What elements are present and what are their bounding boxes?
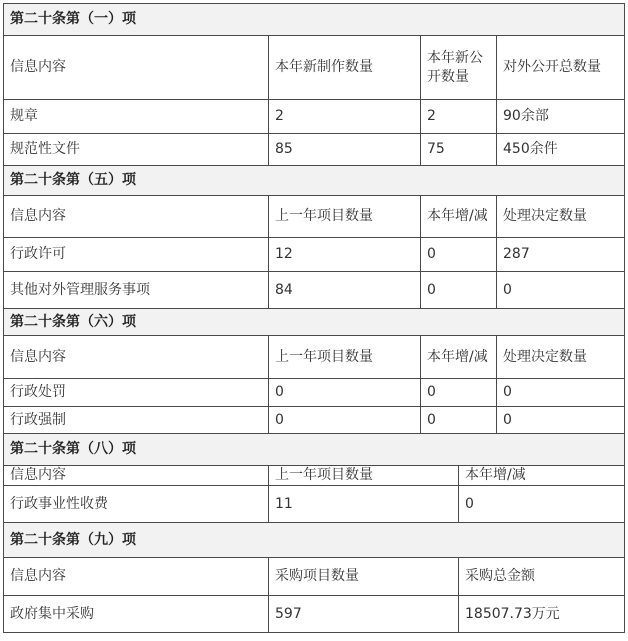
header-cell: 信息内容	[4, 558, 269, 596]
header-cell: 本年新公开数量	[421, 36, 497, 100]
table-cell: 行政处罚	[4, 379, 269, 407]
header-cell: 上一年项目数量	[269, 466, 459, 486]
section-title: 第二十条第（五）项	[4, 166, 625, 196]
table-cell: 2	[269, 100, 421, 134]
header-cell: 采购总金额	[459, 558, 625, 596]
table-cell: 行政许可	[4, 238, 269, 272]
section-title: 第二十条第（六）项	[4, 309, 625, 336]
table-cell: 0	[421, 379, 497, 407]
table-cell: 0	[497, 272, 625, 309]
table-cell: 0	[459, 486, 625, 523]
header-cell: 上一年项目数量	[269, 336, 421, 379]
table-cell: 85	[269, 134, 421, 166]
table-cell: 政府集中采购	[4, 596, 269, 633]
header-cell: 对外公开总数量	[497, 36, 625, 100]
table-cell: 0	[421, 272, 497, 309]
table-cell: 11	[269, 486, 459, 523]
table-cell: 0	[269, 379, 421, 407]
header-cell: 本年增/减	[459, 466, 625, 486]
table-cell: 其他对外管理服务事项	[4, 272, 269, 309]
header-cell: 处理决定数量	[497, 196, 625, 238]
header-cell: 信息内容	[4, 196, 269, 238]
table-cell: 597	[269, 596, 459, 633]
table-cell: 规章	[4, 100, 269, 134]
section-title: 第二十条第（九）项	[4, 523, 625, 558]
header-cell: 信息内容	[4, 466, 269, 486]
table-cell: 90余部	[497, 100, 625, 134]
section-title: 第二十条第（八）项	[4, 434, 625, 466]
table-cell: 0	[421, 238, 497, 272]
header-cell: 本年新制作数量	[269, 36, 421, 100]
table-cell: 0	[421, 407, 497, 434]
table-cell: 75	[421, 134, 497, 166]
table-cell: 287	[497, 238, 625, 272]
table-cell: 0	[497, 379, 625, 407]
table-cell: 18507.73万元	[459, 596, 625, 633]
header-cell: 本年增/减	[421, 196, 497, 238]
header-cell: 处理决定数量	[497, 336, 625, 379]
header-cell: 信息内容	[4, 36, 269, 100]
header-cell: 上一年项目数量	[269, 196, 421, 238]
table-cell: 0	[497, 407, 625, 434]
disclosure-table	[3, 3, 625, 633]
table-cell: 2	[421, 100, 497, 134]
table-cell: 行政事业性收费	[4, 486, 269, 523]
table-cell: 12	[269, 238, 421, 272]
header-cell: 本年增/减	[421, 336, 497, 379]
table-cell: 行政强制	[4, 407, 269, 434]
table-cell: 规范性文件	[4, 134, 269, 166]
table-cell: 84	[269, 272, 421, 309]
section-title: 第二十条第（一）项	[4, 4, 625, 36]
table-cell: 450余件	[497, 134, 625, 166]
header-cell: 信息内容	[4, 336, 269, 379]
table-cell: 0	[269, 407, 421, 434]
header-cell: 采购项目数量	[269, 558, 459, 596]
